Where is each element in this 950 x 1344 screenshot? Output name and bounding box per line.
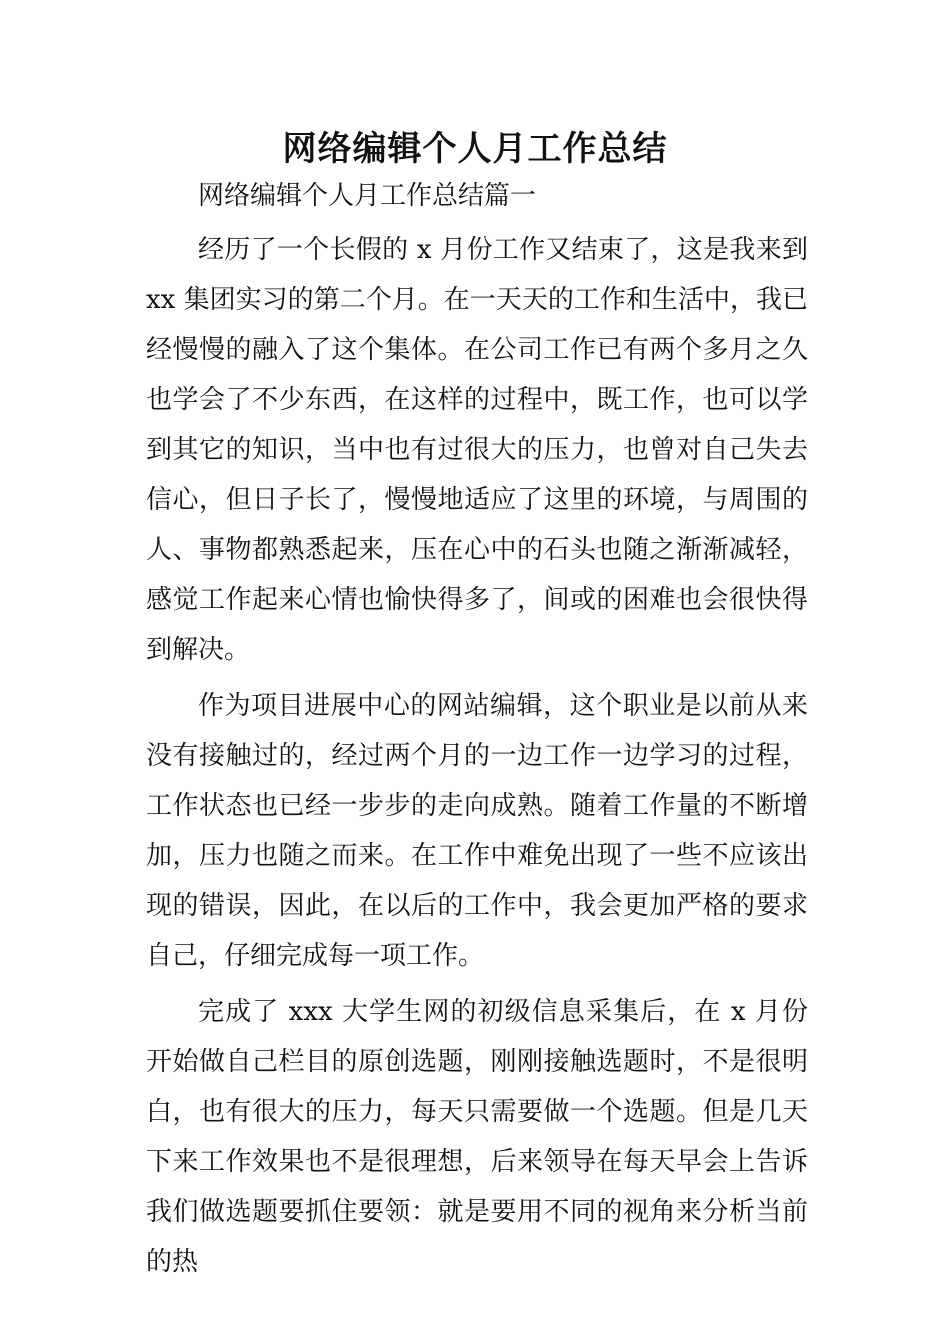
document-title: 网络编辑个人月工作总结 <box>282 129 668 169</box>
paragraph: 经历了一个长假的 x 月份工作又结束了，这是我来到 xx 集团实习的第二个月。在一天天的工作和生活中，我已经慢慢的融入了这个集体。在公司工作已有两个多月之久也学会了不少东西，在这样的过程中，既工作，也可以学到其它的知识，当中也有过很大的压力，也曾对自己失去信心，但日子长了，慢慢地适应了这里的环境，与周围的人、事物都熟悉起来，压在心中的石头也随之渐渐减轻，感觉工作起来心情也愉快得多了，间或的困难也会很快得到解决。 <box>146 235 808 665</box>
paragraph: 完成了 xxx 大学生网的初级信息采集后，在 x 月份开始做自己栏目的原创选题，刚刚接触选题时，不是很明白，也有很大的压力，每天只需要做一个选题。但是几天下来工作效果也不是很理想，后来领导在每天早会上告诉我们做选题要抓住要领：就是要用不同的视角来分析当前的热 <box>146 997 808 1277</box>
paragraph: 作为项目进展中心的网站编辑，这个职业是以前从来没有接触过的，经过两个月的一边工作一边学习的过程，工作状态也已经一步步的走向成熟。随着工作量的不断增加，压力也随之而来。在工作中难免出现了一些不应该出现的错误，因此，在以后的工作中，我会更加严格的要求自己，仔细完成每一项工作。 <box>146 691 808 971</box>
document-body <box>146 171 808 1293</box>
document-subtitle: 网络编辑个人月工作总结篇一 <box>198 181 537 211</box>
